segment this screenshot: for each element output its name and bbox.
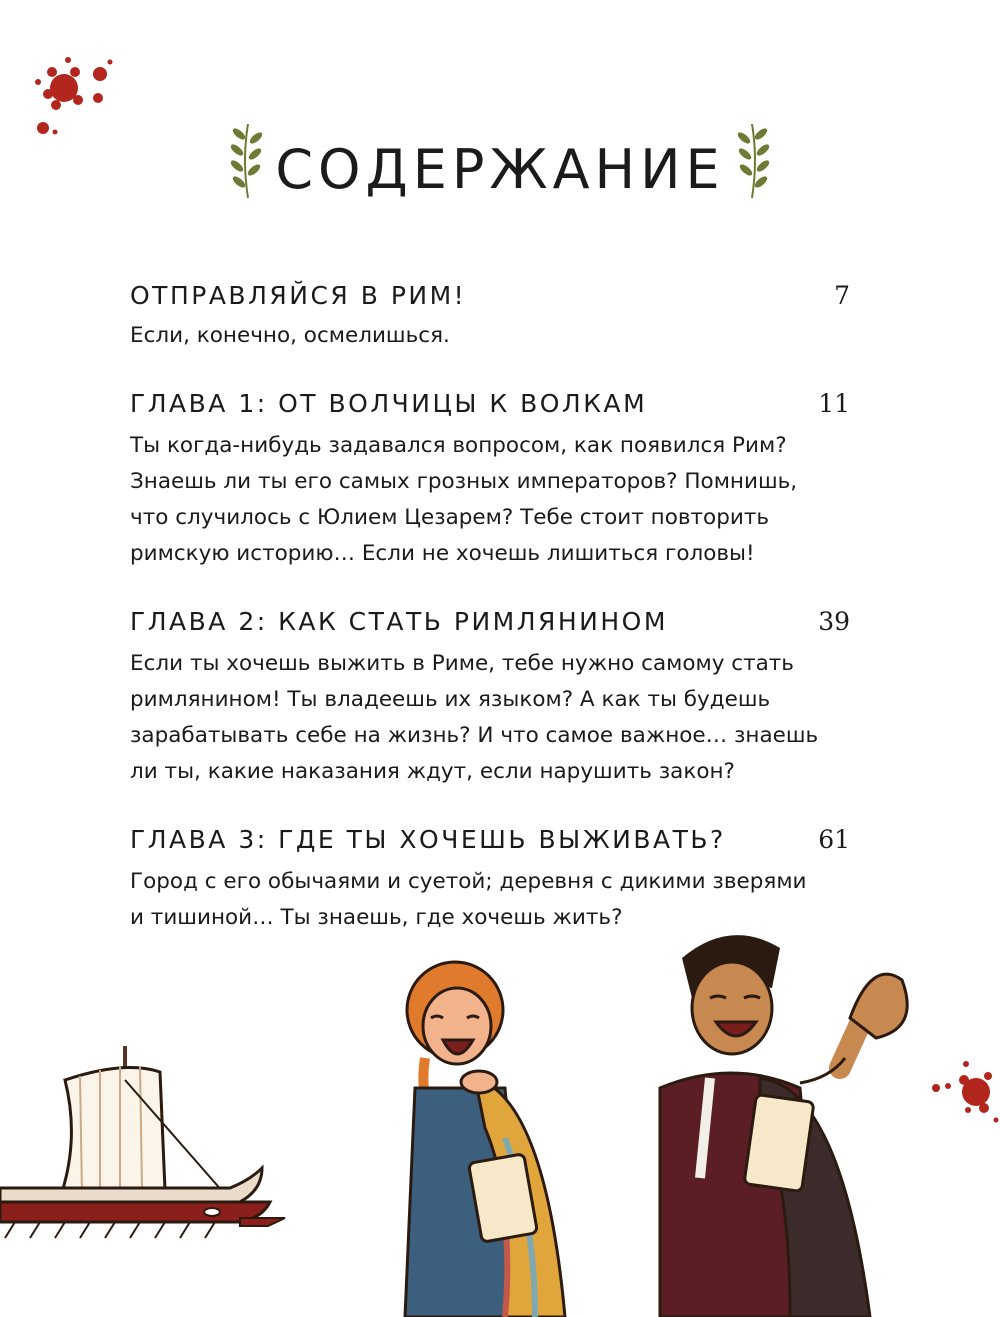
- table-of-contents: [130, 272, 860, 962]
- laurel-right-icon: [734, 120, 774, 200]
- toc-entry-page[interactable]: 61: [818, 825, 850, 854]
- toc-entry-title[interactable]: ОТПРАВЛЯЙСЯ В РИМ!: [130, 281, 467, 310]
- toc-entry-title[interactable]: ГЛАВА 3: ГДЕ ТЫ ХОЧЕШЬ ВЫЖИВАТЬ?: [130, 825, 726, 854]
- roman-ship-illustration: [0, 1040, 290, 1240]
- toc-entry-description: Если, конечно, осмелишься.: [130, 323, 450, 348]
- red-splatter-icon: [926, 1058, 1000, 1128]
- toc-entry[interactable]: [130, 272, 860, 354]
- toc-entry[interactable]: [130, 380, 860, 572]
- page-title: СОДЕРЖАНИЕ: [275, 138, 725, 201]
- toc-entry-description: Ты когда-нибудь задавался вопросом, как появился Рим? Знаешь ли ты его самых грозных императоров? Помнишь, что случилось с Юлием Цезарем? Тебе стоит повторить римскую историю… Если не хочешь лишиться головы!: [130, 433, 798, 566]
- toc-entry-title[interactable]: ГЛАВА 2: КАК СТАТЬ РИМЛЯНИНОМ: [130, 607, 668, 636]
- toc-entry-page[interactable]: 11: [818, 389, 850, 418]
- toc-entry-description: Город с его обычаями и суетой; деревня с дикими зверями и тишиной… Ты знаешь, где хочешь жить?: [130, 869, 807, 930]
- toc-entry[interactable]: [130, 598, 860, 790]
- roman-woman-illustration: [375, 948, 595, 1317]
- toc-entry-page[interactable]: 39: [818, 607, 850, 636]
- toc-entry-description: Если ты хочешь выжить в Риме, тебе нужно самому стать римлянином! Ты владеешь их языком? А как ты будешь зарабатывать себе на жизнь? И что самое важное… знаешь ли ты, какие наказания ждут, если нарушить закон?: [130, 651, 819, 784]
- toc-entry-title[interactable]: ГЛАВА 1: ОТ ВОЛЧИЦЫ К ВОЛКАМ: [130, 389, 648, 418]
- roman-man-illustration: [640, 918, 940, 1317]
- toc-entry-page[interactable]: 7: [834, 281, 850, 310]
- title-block: [0, 120, 1000, 210]
